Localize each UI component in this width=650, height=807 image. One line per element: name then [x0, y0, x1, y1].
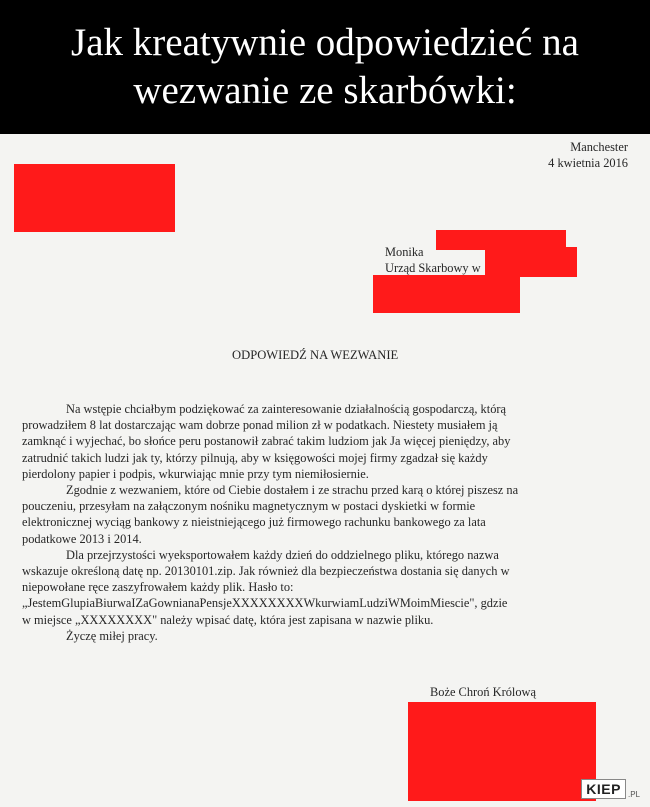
body-line: Zgodnie z wezwaniem, które od Ciebie dostałem i ze strachu przed karą o której piszesz na — [66, 483, 519, 498]
body-line: pierdolony papier i podpis, wkurwiając mnie przy tym niemiłosiernie. — [22, 466, 369, 481]
body-line: zatrudnić takich ludzi jak ty, którzy pilnują, aby w księgowości mojej firmy zgadzał się każdy — [22, 450, 488, 465]
body-line: Na wstępie chciałbym podziękować za zainteresowanie działalnością gospodarczą, którą — [66, 402, 507, 416]
recipient-redaction-3 — [373, 275, 520, 313]
logo-suffix: .PL — [627, 790, 640, 799]
sender-redaction — [14, 164, 175, 232]
body-line: „JestemGlupiaBiurwaIZaGownianaPensjeXXXXXXXXWkurwiamLudziWMoimMiescie", gdzie — [22, 596, 508, 611]
body-line: elektronicznej wyciąg bankowy z nieistniejącego już firmowego rachunku bankowego za lata — [22, 515, 486, 530]
logo-brand: KIEP — [581, 779, 626, 799]
letter-document — [0, 134, 650, 807]
meme-caption — [0, 0, 650, 134]
caption-line-2: wezwanie ze skarbówki: — [133, 69, 517, 112]
body-line: Życzę miłej pracy. — [66, 628, 158, 643]
body-line: podatkowe 2013 i 2014. — [22, 531, 142, 546]
site-logo — [581, 779, 640, 799]
body-line: wskazuje określoną datę np. 20130101.zip. Jak również dla bezpieczeństwa dostania się danych w — [22, 564, 510, 579]
letter-place: Manchester — [570, 140, 628, 154]
letter-body — [22, 401, 627, 644]
recipient-redaction-2 — [485, 247, 577, 277]
letter-signature: Boże Chroń Królową — [430, 685, 536, 699]
body-line: w miejsce „XXXXXXXX" należy wpisać datę, która jest zapisana w nazwie pliku. — [22, 612, 434, 627]
letter-subject: ODPOWIEDŹ NA WEZWANIE — [232, 348, 399, 362]
body-line: prowadziłem 8 lat dostarczając wam dobrze ponad milion zł w podatkach. Niestety musiałem ją — [22, 418, 498, 433]
recipient-name: Monika — [385, 245, 424, 259]
letter-date: 4 kwietnia 2016 — [548, 156, 628, 170]
signature-redaction — [408, 702, 596, 801]
body-line: pouczeniu, przesyłam na załączonym nośniku magnetycznym w postaci dyskietki w formie — [22, 499, 476, 514]
body-line: niepowołane ręce zaszyfrowałem każdy plik. Hasło to: — [22, 580, 294, 595]
body-line: zamknąć i wyjechać, bo słońce peru postanowił zabrać takim ludziom jak Ja więcej pieniędzy, aby — [22, 434, 511, 449]
recipient-office: Urząd Skarbowy w — [385, 261, 481, 275]
caption-line-1: Jak kreatywnie odpowiedzieć na — [71, 21, 579, 64]
body-line: Dla przejrzystości wyeksportowałem każdy dzień do oddzielnego pliku, którego nazwa — [66, 547, 499, 562]
